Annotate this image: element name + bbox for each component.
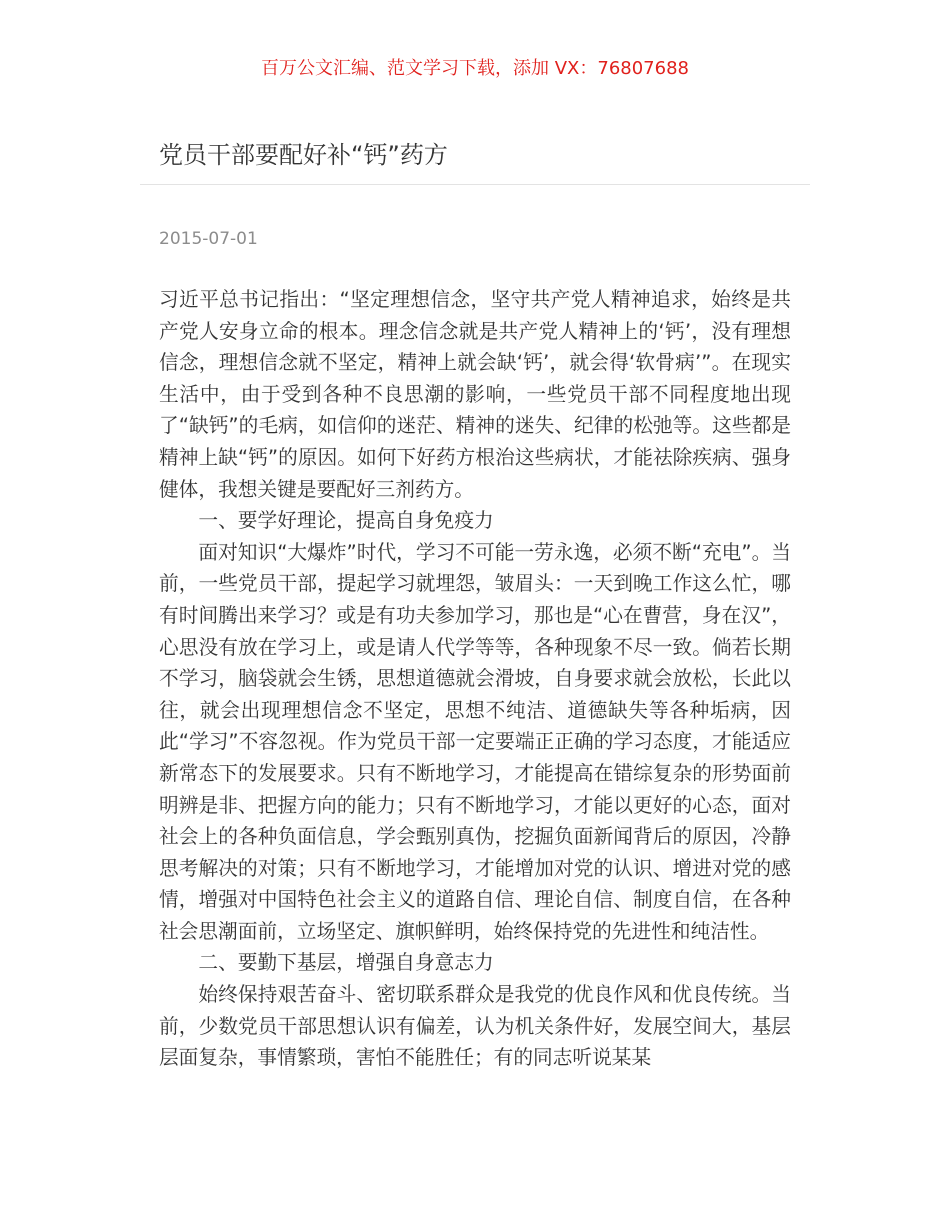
- title-divider: [140, 184, 810, 185]
- promo-banner: 百万公文汇编、范文学习下载，添加 VX：76807688: [261, 58, 689, 79]
- section-heading-1: 一、要学好理论，提高自身免疫力: [198, 509, 494, 533]
- article-body: [159, 284, 791, 1074]
- section-heading-2: 二、要勤下基层，增强自身意志力: [198, 951, 494, 975]
- intro-paragraph: 习近平总书记指出：“坚定理想信念，坚守共产党人精神追求，始终是共产党人安身立命的根本。理念信念就是共产党人精神上的‘钙’，没有理想信念，理想信念就不坚定，精神上就会缺‘钙’，就会得‘软骨病’”。在现实生活中，由于受到各种不良思潮的影响，一些党员干部不同程度地出现了“缺钙”的毛病，如信仰的迷茫、精神的迷失、纪律的松弛等。这些都是精神上缺“钙”的原因。如何下好药方根治这些病状，才能祛除疾病、强身健体，我想关键是要配好三剂药方。: [159, 288, 791, 501]
- publish-date: 2015-07-01: [159, 229, 258, 249]
- page-title: 党员干部要配好补“钙”药方: [159, 141, 448, 169]
- section-paragraph-1: 面对知识“大爆炸”时代，学习不可能一劳永逸，必须不断“充电”。当前，一些党员干部，提起学习就埋怨，皱眉头：一天到晚工作这么忙，哪有时间腾出来学习？或是有功夫参加学习，那也是“心在曹营，身在汉”，心思没有放在学习上，或是请人代学等等，各种现象不尽一致。倘若长期不学习，脑袋就会生锈，思想道德就会滑坡，自身要求就会放松，长此以往，就会出现理想信念不坚定，思想不纯洁、道德缺失等各种垢病，因此“学习”不容忽视。作为党员干部一定要端正正确的学习态度，才能适应新常态下的发展要求。只有不断地学习，才能提高在错综复杂的形势面前明辨是非、把握方向的能力；只有不断地学习，才能以更好的心态，面对社会上的各种负面信息，学会甄别真伪，挖掘负面新闻背后的原因，冷静思考解决的对策；只有不断地学习，才能增加对党的认识、增进对党的感情，增强对中国特色社会主义的道路自信、理论自信、制度自信，在各种社会思潮面前，立场坚定、旗帜鲜明，始终保持党的先进性和纯洁性。: [159, 540, 791, 943]
- section-paragraph-2: 始终保持艰苦奋斗、密切联系群众是我党的优良作风和优良传统。当前，少数党员干部思想认识有偏差，认为机关条件好，发展空间大，基层层面复杂，事情繁琐，害怕不能胜任；有的同志听说某某: [159, 983, 791, 1070]
